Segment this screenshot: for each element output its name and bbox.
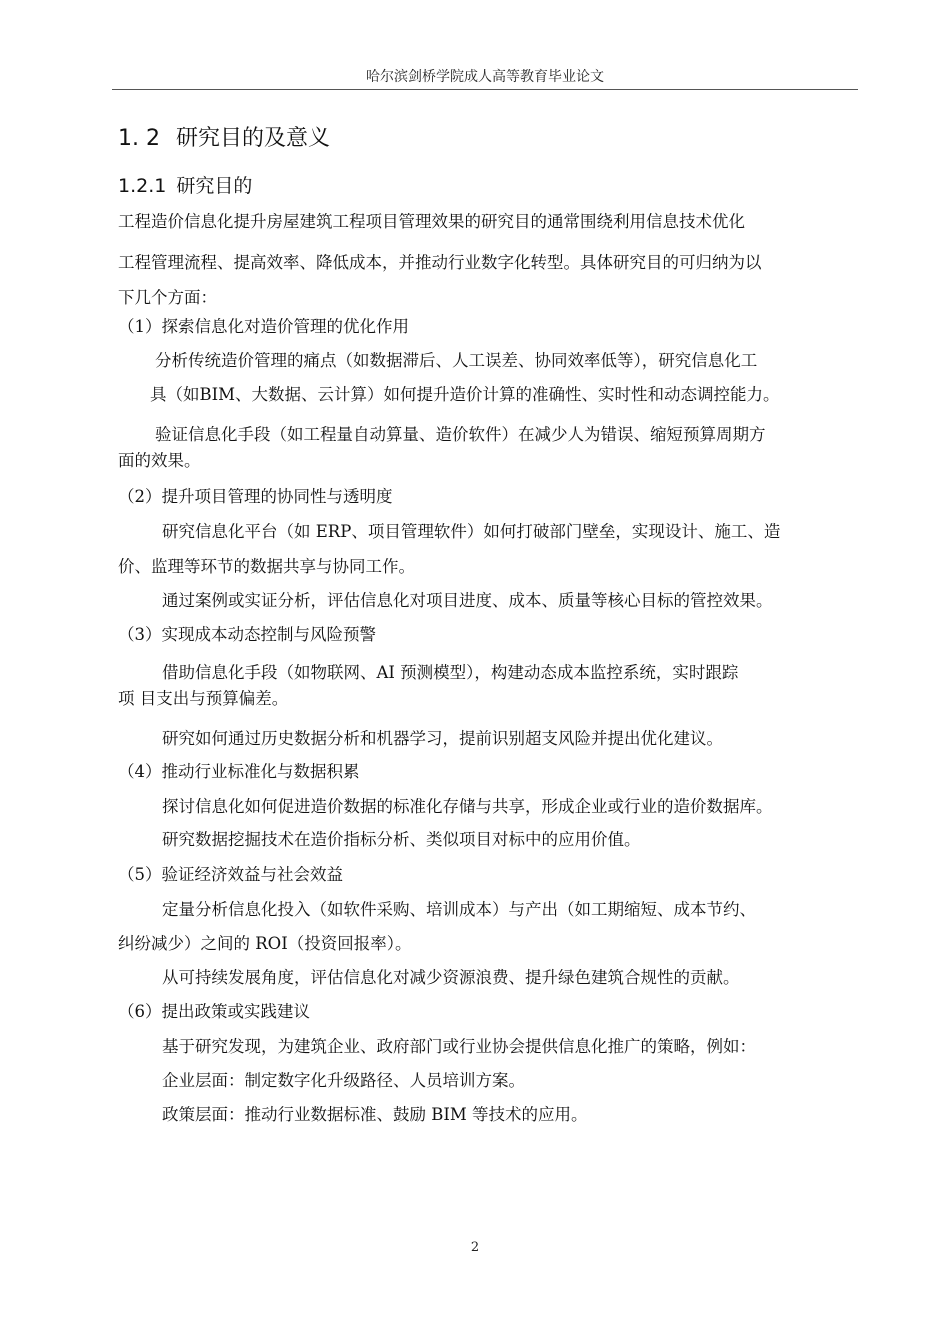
item-5-line-1: 定量分析信息化投入（如软件采购、培训成本）与产出（如工期缩短、成本节约、 (162, 900, 756, 919)
item-1-line-1: 分析传统造价管理的痛点（如数据滞后、人工误差、协同效率低等），研究信息化工 (155, 351, 758, 370)
item-3-line-3: 研究如何通过历史数据分析和机器学习，提前识别超支风险并提出优化建议。 (162, 729, 723, 748)
section-title: 研究目的及意义 (175, 126, 330, 151)
section-heading (118, 124, 330, 154)
item-6-line-2: 企业层面：制定数字化升级路径、人员培训方案。 (162, 1071, 525, 1090)
intro-line-3: 下几个方面： (118, 288, 217, 307)
subsection-number: 1.2.1 (118, 175, 167, 197)
item-1-line-2: 具（如BIM、大数据、云计算）如何提升造价计算的准确性、实时性和动态调控能力。 (150, 385, 780, 404)
item-3-line-2: 项 目支出与预算偏差。 (118, 689, 289, 708)
subsection-title: 研究目的 (176, 175, 253, 197)
item-1-line-3: 验证信息化手段（如工程量自动算量、造价软件）在减少人为错误、缩短预算周期方 (155, 425, 766, 444)
item-heading-2: （2）提升项目管理的协同性与透明度 (118, 487, 393, 506)
running-header: 哈尔滨剑桥学院成人高等教育毕业论文 (366, 69, 604, 85)
item-1-line-4: 面的效果。 (118, 451, 201, 470)
item-heading-6: （6）提出政策或实践建议 (118, 1002, 310, 1021)
intro-line-1: 工程造价信息化提升房屋建筑工程项目管理效果的研究目的通常围绕利用信息技术优化 (118, 212, 745, 231)
item-heading-1: （1）探索信息化对造价管理的优化作用 (118, 317, 409, 336)
header-rule (112, 89, 858, 90)
item-heading-5: （5）验证经济效益与社会效益 (118, 865, 343, 884)
item-5-line-3: 从可持续发展角度，评估信息化对减少资源浪费、提升绿色建筑合规性的贡献。 (162, 968, 740, 987)
intro-line-2: 工程管理流程、提高效率、降低成本，并推动行业数字化转型。具体研究目的可归纳为以 (118, 253, 762, 272)
item-heading-3: （3）实现成本动态控制与风险预警 (118, 625, 376, 644)
page-number: 2 (470, 1240, 480, 1255)
item-3-line-1: 借助信息化手段（如物联网、AI 预测模型），构建动态成本监控系统，实时跟踪 (162, 663, 739, 682)
item-2-line-2: 价、监理等环节的数据共享与协同工作。 (118, 557, 415, 576)
item-4-line-1: 探讨信息化如何促进造价数据的标准化存储与共享，形成企业或行业的造价数据库。 (162, 797, 773, 816)
item-6-line-1: 基于研究发现，为建筑企业、政府部门或行业协会提供信息化推广的策略，例如： (162, 1037, 756, 1056)
item-heading-4: （4）推动行业标准化与数据积累 (118, 762, 360, 781)
item-2-line-1: 研究信息化平台（如 ERP、项目管理软件）如何打破部门壁垒，实现设计、施工、造 (162, 522, 781, 541)
item-5-line-2: 纠纷减少）之间的 ROI（投资回报率）。 (118, 934, 412, 953)
subsection-heading (118, 173, 252, 199)
section-number: 1. 2 (118, 126, 160, 151)
item-2-line-3: 通过案例或实证分析，评估信息化对项目进度、成本、质量等核心目标的管控效果。 (162, 591, 773, 610)
item-4-line-2: 研究数据挖掘技术在造价指标分析、类似项目对标中的应用价值。 (162, 830, 641, 849)
item-6-line-3: 政策层面：推动行业数据标准、鼓励 BIM 等技术的应用。 (162, 1105, 588, 1124)
